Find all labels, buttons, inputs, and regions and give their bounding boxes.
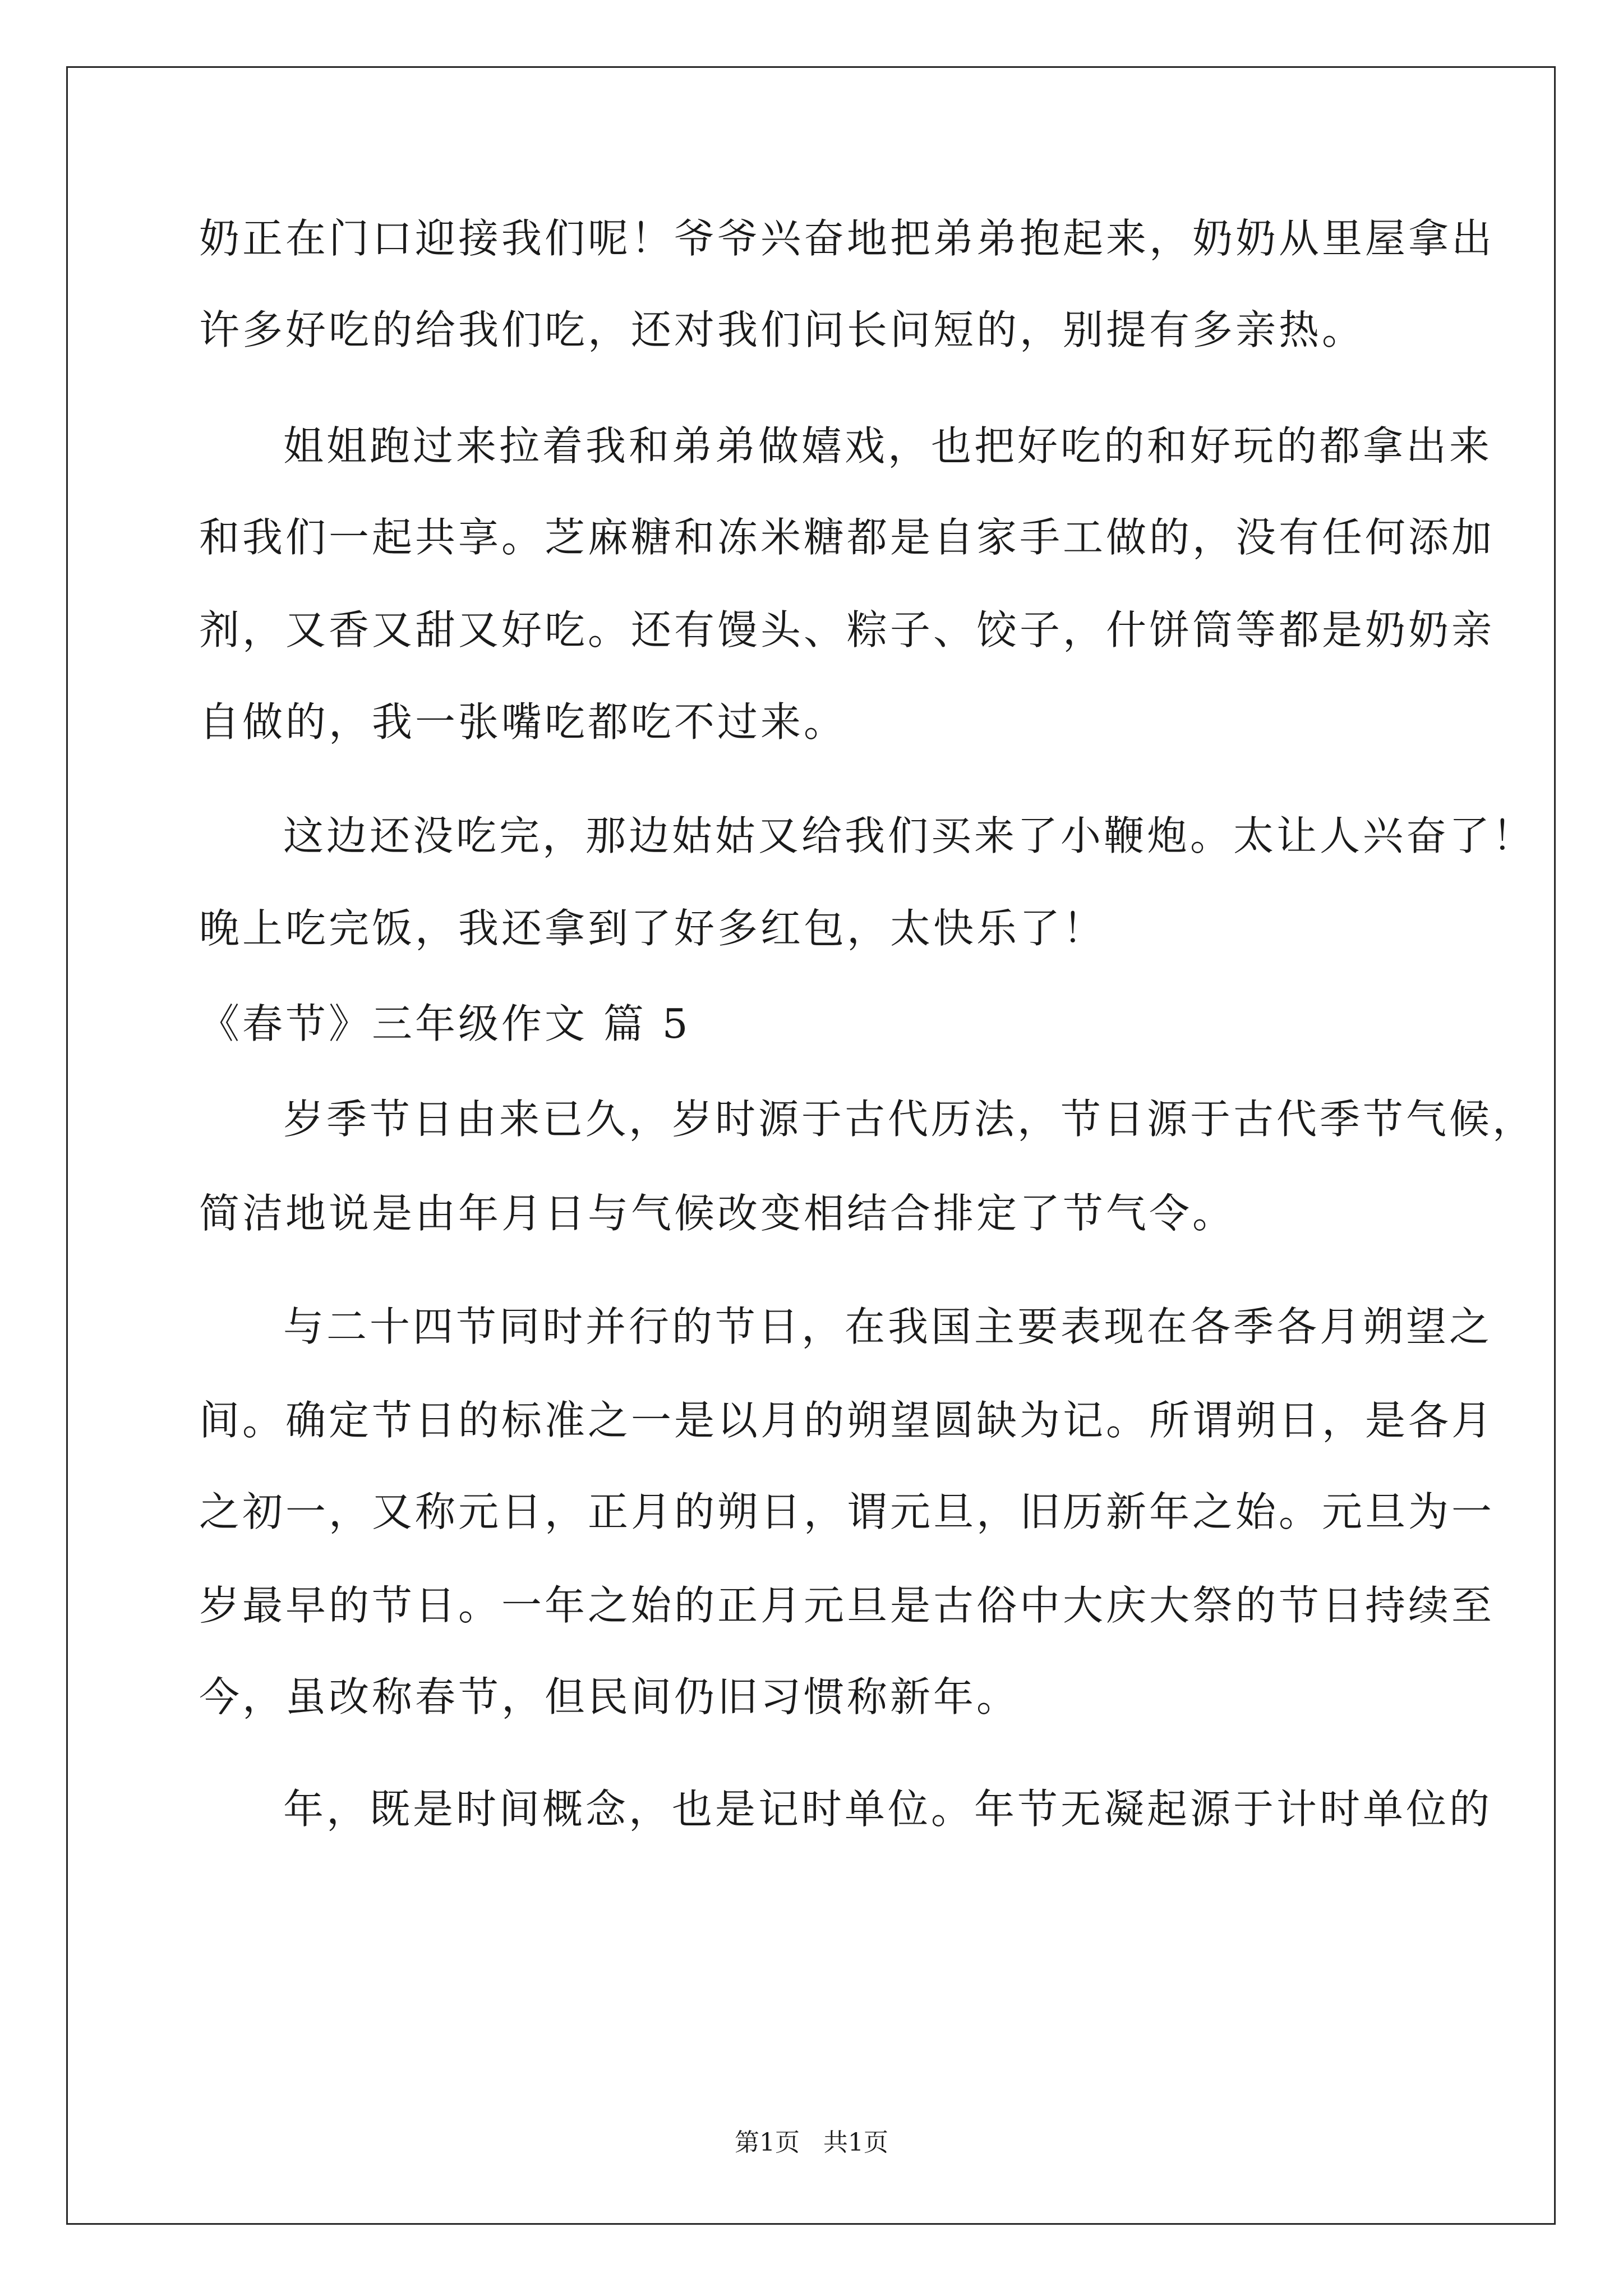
text-line: 这边还没吃完，那边姑姑又给我们买来了小鞭炮。太让人兴奋了！ [283,812,1536,859]
page-border [66,66,1556,2225]
text-line: 和我们一起共享。芝麻糖和冻米糖都是自家手工做的，没有任何添加 [199,514,1495,561]
page-number: 第1页 [735,2128,800,2157]
text-line: 姐姐跑过来拉着我和弟弟做嬉戏，也把好吃的和好玩的都拿出来 [283,422,1493,470]
text-line: 奶正在门口迎接我们呢！爷爷兴奋地把弟弟抱起来，奶奶从里屋拿出 [199,215,1495,262]
text-line: 许多好吃的给我们吃，还对我们问长问短的，别提有多亲热。 [199,306,1366,353]
text-line: 岁季节日由来已久，岁时源于古代历法，节日源于古代季节气候， [283,1096,1536,1143]
text-line: 剂，又香又甜又好吃。还有馒头、粽子、饺子，什饼筒等都是奶奶亲 [199,606,1495,654]
text-line: 年，既是时间概念，也是记时单位。年节无凝起源于计时单位的 [283,1786,1493,1833]
page-footer [0,2126,1623,2160]
page-total: 共1页 [823,2128,888,2157]
text-line: 之初一，又称元日，正月的朔日，谓元旦，旧历新年之始。元旦为一 [199,1488,1495,1535]
text-line: 简洁地说是由年月日与气候改变相结合排定了节气令。 [199,1190,1236,1237]
text-line: 间。确定节日的标准之一是以月的朔望圆缺为记。所谓朔日，是各月 [199,1397,1495,1444]
text-line: 岁最早的节日。一年之始的正月元旦是古俗中大庆大祭的节日持续至 [199,1582,1495,1629]
text-line: 自做的，我一张嘴吃都吃不过来。 [199,698,847,746]
text-line: 晚上吃完饭，我还拿到了好多红包，太快乐了！ [199,905,1106,952]
text-line: 今，虽改称春节，但民间仍旧习惯称新年。 [199,1673,1020,1720]
section-heading: 《春节》三年级作文 篇 5 [199,1000,691,1047]
text-line: 与二十四节同时并行的节日，在我国主要表现在各季各月朔望之 [283,1303,1493,1350]
